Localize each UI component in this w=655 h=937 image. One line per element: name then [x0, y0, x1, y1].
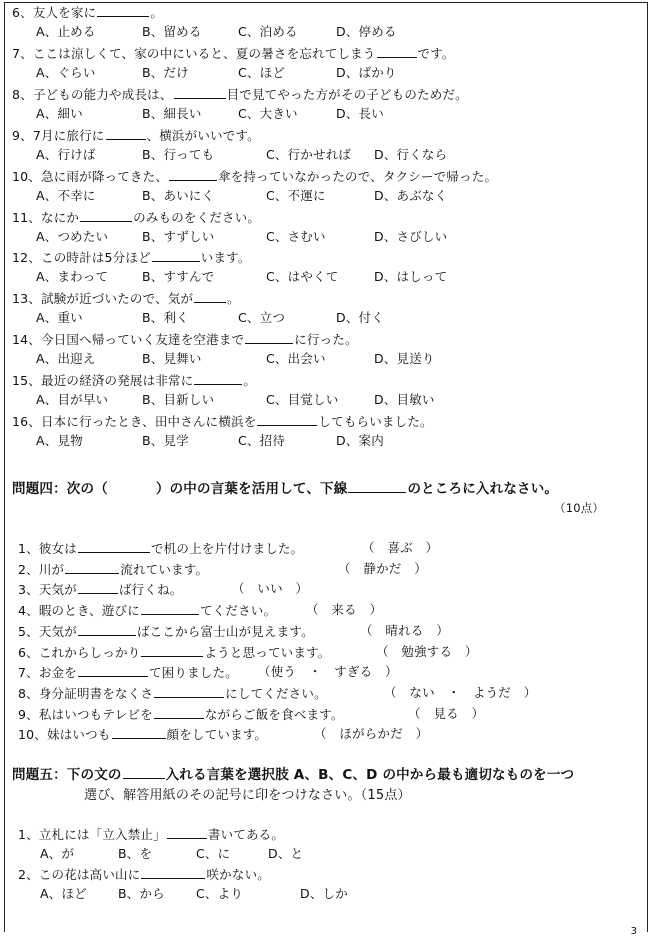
question-number: 9、: [18, 706, 39, 722]
question-number: 10、: [12, 168, 42, 184]
answer-option: C、大きい: [238, 105, 298, 121]
question-text: 子どもの能力や成長は、: [32, 86, 173, 102]
question-text: 試験が近づいたので、気が: [41, 291, 194, 307]
question-line: [12, 290, 240, 307]
answer-option: B、見舞い: [142, 351, 202, 367]
answer-option: B、細長い: [142, 105, 202, 121]
question-number: 15、: [12, 373, 42, 389]
answer-option: A、行けば: [36, 146, 96, 162]
question-text: にしてください。: [225, 685, 327, 701]
question-number: 1、: [18, 827, 39, 842]
question-line: [12, 209, 260, 226]
question-number: 6、: [18, 644, 39, 660]
question-text: 今日国へ帰っていく友達を空港まで: [41, 332, 245, 348]
question-text: 。: [227, 291, 240, 307]
answer-option: B、あいにく: [142, 187, 215, 203]
question-text: で机の上を片付けました。: [150, 541, 304, 556]
question-number: 2、: [18, 867, 39, 882]
answer-option: A、が: [40, 846, 75, 861]
question-line: [18, 623, 314, 640]
verb-hint: （ 静かだ ）: [338, 560, 427, 576]
question-text: 川が: [38, 561, 65, 577]
question-text: 天気が: [38, 623, 77, 639]
question-number: 2、: [18, 561, 39, 577]
question-text: ようと思っています。: [204, 644, 331, 660]
answer-option: A、ほど: [40, 886, 87, 901]
section-5-heading-line2: 選び、解答用紙のその記号に印をつけなさい。（15点）: [84, 788, 411, 803]
question-text: 日本に行ったとき、田中さんに横浜を: [41, 414, 257, 429]
question-number: 5、: [18, 623, 39, 639]
verb-hint: （ ない ・ ようだ ）: [384, 684, 537, 700]
answer-option: A、目が早い: [36, 392, 109, 408]
question-number: 7、: [12, 45, 33, 61]
verb-hint: （使う ・ すぎる ）: [258, 664, 398, 680]
question-line: [18, 561, 208, 578]
question-text: 書いてある。: [207, 827, 285, 842]
question-text: ばここから富士山が見えます。: [136, 623, 314, 639]
verb-hint: （ 来る ）: [306, 602, 383, 618]
question-text: 私はいつもテレビを: [38, 706, 153, 722]
question-text: ながらご飯を食べます。: [204, 706, 344, 722]
answer-option: D、あぶなく: [374, 187, 448, 203]
answer-option: A、止める: [36, 24, 96, 39]
answer-option: C、泊める: [238, 24, 298, 39]
answer-blank: [112, 726, 166, 739]
answer-blank: [169, 168, 217, 181]
question-text: てください。: [199, 603, 277, 619]
question-text: です。: [417, 45, 455, 61]
question-line: [18, 581, 182, 598]
question-line: [12, 372, 256, 389]
answer-option: C、に: [196, 846, 231, 861]
question-text: これからしっかり: [38, 644, 141, 660]
question-line: [12, 86, 468, 103]
question-line: [12, 331, 358, 348]
answer-option: C、立つ: [238, 310, 286, 326]
heading-text: 問題四：次の（: [12, 481, 108, 497]
question-text: 流れています。: [120, 561, 209, 577]
question-line: [18, 644, 330, 661]
question-text: 天気が: [38, 582, 77, 598]
answer-blank: [123, 766, 165, 779]
question-number: 9、: [12, 127, 33, 143]
answer-blank: [78, 664, 148, 677]
answer-option: D、案内: [336, 433, 384, 448]
answer-option: A、不幸に: [36, 187, 96, 203]
answer-option: D、見送り: [374, 351, 435, 367]
answer-option: C、行かせれば: [266, 146, 352, 162]
question-text: 立札には「立入禁止」: [38, 827, 166, 842]
question-number: 3、: [18, 582, 39, 598]
answer-option: C、出会い: [266, 351, 326, 367]
answer-option: A、重い: [36, 310, 83, 326]
answer-option: C、招待: [238, 433, 286, 448]
question-text: 目で見てやった方がその子どものためだ。: [226, 86, 468, 102]
answer-blank: [257, 413, 317, 426]
answer-option: C、はやくて: [266, 269, 339, 285]
answer-blank: [78, 540, 150, 553]
question-line: [18, 866, 270, 883]
question-number: 1、: [18, 541, 39, 556]
answer-blank: [78, 581, 118, 594]
question-text: ここは涼しくて、家の中にいると、夏の暑さを忘れてしまう: [32, 45, 376, 61]
answer-option: A、出迎え: [36, 351, 96, 367]
answer-option: C、不運に: [266, 187, 326, 203]
answer-blank: [97, 4, 149, 17]
answer-blank: [194, 290, 226, 303]
answer-blank: [348, 480, 406, 493]
question-text: います。: [200, 250, 251, 266]
question-text: 友人を家に: [32, 5, 97, 20]
question-line: [18, 826, 284, 843]
question-text: お金を: [38, 665, 77, 681]
question-text: 妹はいつも: [47, 727, 111, 743]
question-text: て困りました。: [148, 665, 238, 681]
question-number: 10、: [18, 727, 48, 743]
answer-option: B、目新しい: [142, 392, 215, 408]
question-line: [12, 45, 455, 62]
answer-option: D、行くなら: [374, 146, 448, 162]
answer-option: B、を: [118, 846, 153, 861]
answer-blank: [154, 685, 224, 698]
answer-option: B、見学: [142, 433, 189, 448]
question-text: 。: [243, 373, 257, 389]
question-text: 身分証明書をなくさ: [38, 685, 154, 701]
answer-option: C、さむい: [266, 228, 326, 244]
answer-blank: [194, 372, 242, 385]
answer-option: D、付く: [336, 310, 384, 326]
question-line: [12, 413, 433, 430]
answer-option: D、と: [268, 846, 304, 861]
answer-blank: [80, 209, 132, 222]
answer-option: B、から: [118, 886, 165, 901]
answer-option: B、だけ: [142, 64, 189, 80]
question-text: この時計は5分ほど: [41, 250, 151, 266]
heading-text: 問題五：下の文の: [12, 767, 122, 783]
question-text: この花は高い山に: [38, 867, 141, 882]
question-number: 16、: [12, 414, 42, 429]
answer-option: D、停める: [336, 24, 397, 39]
verb-hint: （ 喜ぶ ）: [362, 540, 439, 555]
answer-option: B、利く: [142, 310, 189, 326]
question-line: [18, 664, 238, 681]
question-line: [12, 4, 163, 21]
page-number: 3: [630, 926, 637, 937]
question-text: 暇のとき、遊びに: [38, 603, 140, 619]
answer-blank: [65, 561, 119, 574]
answer-option: A、まわって: [36, 269, 109, 285]
heading-text: ）の中の言葉を活用して、下線: [155, 481, 348, 497]
question-text: に行った。: [294, 332, 358, 348]
question-number: 11、: [12, 209, 42, 225]
question-line: [18, 685, 327, 702]
question-text: 咲かない。: [206, 867, 270, 882]
question-number: 8、: [18, 685, 39, 701]
heading-text: 入れる言葉を選択肢 A、B、C、D の中から最も適切なものを一つ: [165, 767, 575, 783]
answer-option: B、行っても: [142, 146, 215, 162]
answer-blank: [174, 86, 226, 99]
question-text: 、横浜がいいです。: [146, 127, 260, 143]
answer-blank: [245, 331, 293, 344]
answer-option: B、すずしい: [142, 228, 215, 244]
answer-option: D、さびしい: [374, 228, 448, 244]
answer-blank: [154, 706, 204, 719]
heading-text: のところに入れなさい。: [407, 481, 559, 497]
question-line: [18, 602, 276, 619]
verb-hint: （ 勉強する ）: [376, 643, 478, 659]
answer-blank: [141, 644, 203, 657]
question-line: [12, 127, 260, 144]
question-text: 最近の経済の発展は非常に: [41, 373, 194, 389]
question-number: 7、: [18, 665, 39, 681]
answer-option: A、つめたい: [36, 228, 109, 244]
question-text: 傘を持っていなかったので、タクシーで帰った。: [218, 168, 498, 184]
question-line: [18, 706, 344, 723]
answer-blank: [106, 127, 146, 140]
question-text: 急に雨が降ってきた、: [41, 168, 169, 184]
question-line: [12, 249, 251, 266]
section-4-points: （10点）: [554, 501, 605, 515]
answer-option: A、ぐらい: [36, 64, 96, 80]
question-line: [18, 726, 267, 743]
answer-option: D、はしって: [374, 269, 448, 285]
answer-option: D、長い: [336, 105, 384, 121]
question-number: 4、: [18, 603, 39, 619]
section-5-heading: [12, 766, 574, 783]
verb-hint: （ ほがらかだ ）: [314, 726, 429, 742]
answer-option: C、ほど: [238, 64, 286, 80]
question-text: 7月に旅行に: [32, 127, 105, 143]
answer-option: C、目覚しい: [266, 392, 339, 408]
answer-option: D、ばかり: [336, 64, 397, 80]
question-text: なにか: [41, 209, 80, 225]
answer-option: A、細い: [36, 105, 83, 121]
answer-blank: [141, 866, 205, 879]
question-text: してもらいました。: [318, 414, 433, 429]
question-number: 14、: [12, 332, 42, 348]
question-number: 6、: [12, 5, 33, 20]
verb-hint: （ いい ）: [232, 581, 309, 597]
answer-blank: [152, 249, 200, 262]
question-line: [18, 540, 303, 557]
question-text: ば行くね。: [118, 582, 183, 598]
answer-option: D、しか: [300, 886, 348, 901]
answer-option: B、留める: [142, 24, 202, 39]
answer-option: B、すすんで: [142, 269, 215, 285]
question-number: 8、: [12, 86, 33, 102]
answer-option: A、見物: [36, 433, 83, 448]
answer-blank: [167, 826, 207, 839]
question-text: 。: [150, 5, 164, 20]
question-text: のみものをください。: [133, 209, 261, 225]
question-text: 顔をしています。: [166, 727, 268, 743]
answer-option: C、より: [196, 886, 244, 901]
answer-blank: [78, 623, 136, 636]
verb-hint: （ 晴れる ）: [360, 622, 449, 638]
answer-option: D、目敏い: [374, 392, 435, 408]
verb-hint: （ 見る ）: [408, 705, 485, 721]
question-text: 彼女は: [38, 541, 77, 556]
question-number: 13、: [12, 291, 42, 307]
section-4-heading: [12, 480, 558, 497]
answer-blank: [377, 45, 417, 58]
question-line: [12, 168, 497, 185]
question-number: 12、: [12, 250, 42, 266]
answer-blank: [141, 602, 199, 615]
